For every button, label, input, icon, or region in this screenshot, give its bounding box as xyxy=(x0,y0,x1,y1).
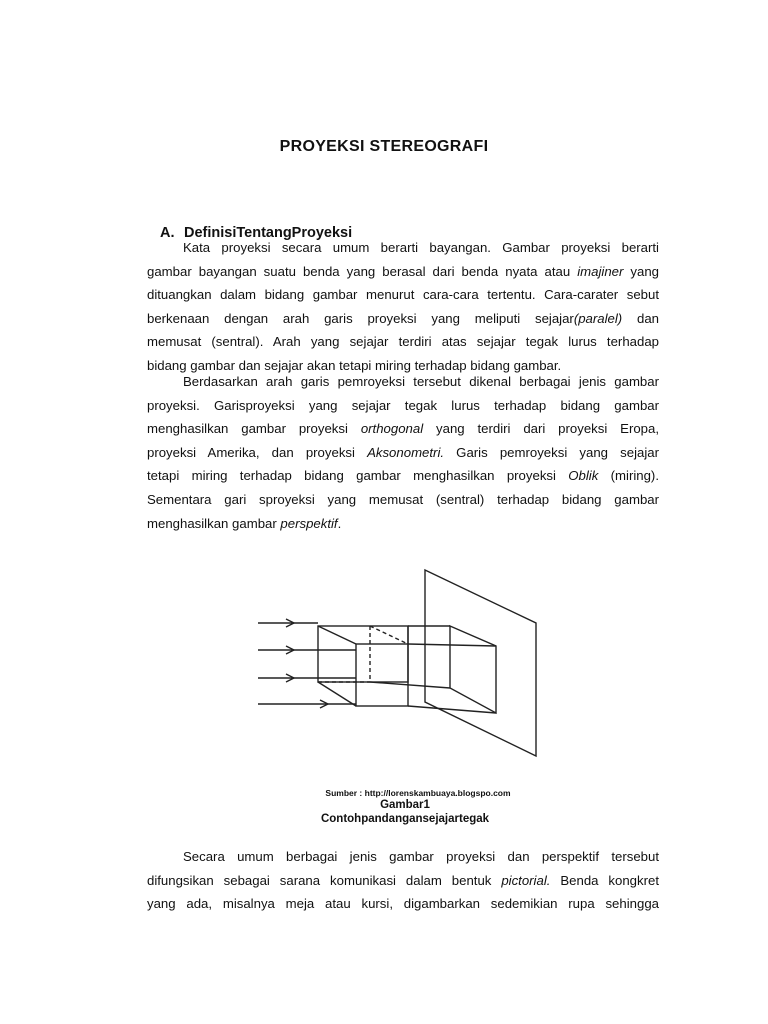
italic-term: imajiner xyxy=(577,263,624,279)
figure-source: Sumber : http://lorenskambuaya.blogspo.com xyxy=(325,788,511,798)
text-line: proyeksi. Garisproyeksi yang sejajar tegak lurus terhadap bidang gambar xyxy=(147,397,659,413)
paragraph-1 xyxy=(147,236,659,378)
text-span: . xyxy=(337,515,342,531)
figure-caption xyxy=(0,798,768,826)
italic-term: orthogonal xyxy=(360,421,424,437)
text-span: Garis pemroyeksi yang sejajar xyxy=(444,444,659,460)
text-span: menghasilkan gambar xyxy=(147,515,281,531)
text-line xyxy=(147,869,659,893)
text-line xyxy=(147,417,659,441)
text-span: Benda kongkret xyxy=(550,872,659,888)
text-span: (miring). xyxy=(598,468,659,484)
page-title: PROYEKSI STEREOGRAFI xyxy=(279,138,489,155)
figure-title: Contohpandangansejajartegak xyxy=(320,813,490,825)
text-line: Sementara gari sproyeksi yang memusat (sentral) terhadap bidang gambar xyxy=(147,491,659,507)
paragraph-3 xyxy=(147,845,659,916)
text-line: Berdasarkan arah garis pemroyeksi tersebut dikenal berbagai jenis gambar xyxy=(183,374,659,389)
text-line: Secara umum berbagai jenis gambar proyeksi dan perspektif tersebut xyxy=(183,849,659,864)
projected-shape xyxy=(450,626,496,713)
text-line xyxy=(147,464,659,488)
italic-term: pictorial. xyxy=(501,872,551,888)
text-line xyxy=(147,307,659,331)
text-span: gambar bayangan suatu benda yang berasal dari benda nyata atau xyxy=(147,263,578,279)
text-line: memusat (sentral). Arah yang sejajar terdiri atas sejajar tegak lurus terhadap xyxy=(147,334,659,350)
text-span: yang xyxy=(623,263,660,279)
section-number: A. xyxy=(160,225,175,241)
italic-term: (paralel) xyxy=(573,310,623,326)
text-span: menghasilkan gambar proyeksi xyxy=(147,421,361,437)
cube-back-face xyxy=(318,626,408,682)
projection-diagram xyxy=(230,548,580,788)
italic-term: Oblik xyxy=(568,468,599,484)
text-span: difungsikan sebagai sarana komunikasi dalam bentuk xyxy=(147,872,502,888)
text-span: berkenaan dengan arah garis proyeksi yang meliputi sejajar xyxy=(147,310,574,326)
text-line xyxy=(147,441,659,465)
paragraph-2 xyxy=(147,370,659,535)
text-line: bidang gambar dan sejajar akan tetapi miring terhadap bidang gambar. xyxy=(147,357,562,373)
text-line: Kata proyeksi secara umum berarti bayangan. Gambar proyeksi berarti xyxy=(183,240,659,255)
figure-number: Gambar1 xyxy=(380,799,430,811)
text-line: dituangkan dalam bidang gambar menurut cara-cara tertentu. Cara-carater sebut xyxy=(147,287,659,303)
italic-term: perspektif xyxy=(280,515,338,531)
text-span: yang terdiri dari proyeksi Eropa, xyxy=(423,421,660,437)
italic-term: Aksonometri. xyxy=(367,444,445,460)
text-line: yang ada, misalnya meja atau kursi, digambarkan sedemikian rupa sehingga xyxy=(147,896,659,912)
projection-plane xyxy=(425,570,536,756)
text-line xyxy=(147,260,659,284)
text-span: tetapi miring terhadap bidang gambar menghasilkan proyeksi xyxy=(147,468,569,484)
text-span: dan xyxy=(622,310,659,326)
cube-front-face xyxy=(356,644,408,706)
text-span: proyeksi Amerika, dan proyeksi xyxy=(147,444,368,460)
text-line xyxy=(147,512,659,536)
section-title: DefinisiTentangProyeksi xyxy=(184,225,353,241)
